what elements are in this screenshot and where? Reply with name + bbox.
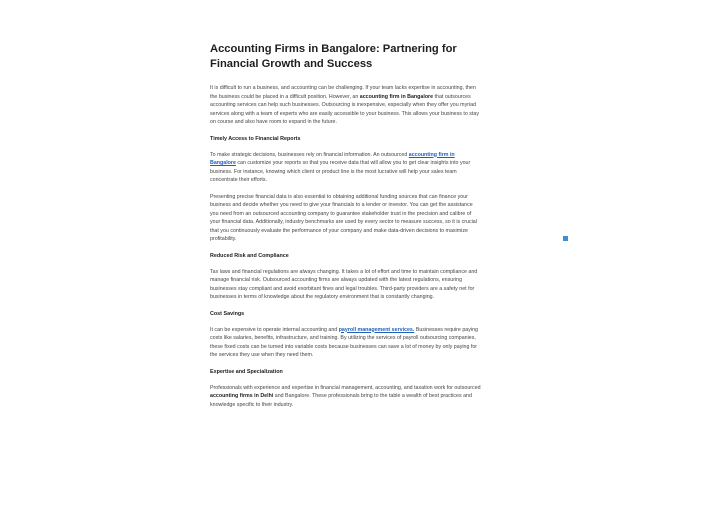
cost-text-1: It can be expensive to operate internal accounting and (210, 326, 339, 333)
square-marker-icon (563, 236, 568, 241)
cost-text-2: Businesses require paying costs like salaries, benefits, infrastructure, and training. By utilizing the services of payroll outsourcing companies, these fixed costs can be turned into variable costs because businesses can save a lot of money by only paying for the services they use when they need them. (210, 326, 478, 358)
section-heading-risk: Reduced Risk and Compliance (210, 252, 289, 259)
expertise-bold-term: accounting firms in Delhi (210, 393, 274, 399)
risk-paragraph: Tax laws and financial regulations are always changing. It takes a lot of effort and time to maintain compliance and manage financial risk. Outsourced accounting firms are always updated with the latest regulations, ensuring businesses stay compliant and avoid exorbitant fines and legal troubles. Third-party providers are a safety net for businesses in terms of knowledge about the regulatory environment that is constantly changing. (210, 268, 478, 300)
timely-text-1: To make strategic decisions, businesses rely on financial information. An outsourced (210, 151, 409, 158)
expertise-text-1: Professionals with experience and expertise in financial management, accounting, and taxation work for outsourced (210, 384, 481, 391)
timely-paragraph-2: Presenting precise financial data is also essential to obtaining additional funding sources that can finance your business and decide whether you need to give your financials to a lender or investor. You can get the assistance you need from an outsourced accounting company to guarantee stakeholder trust in the precision and calibre of your financial data. Additionally, industry benchmarks are used by every sector to measure success, so it is crucial that you continuously evaluate the performance of your company and make data-driven decisions to maximize profitability. (210, 193, 477, 242)
expertise-paragraph (210, 384, 482, 410)
section-heading-timely: Timely Access to Financial Reports (210, 135, 301, 142)
cost-paragraph (210, 326, 482, 360)
timely-text-2: can customize your reports so that you receive data that will allow you to get clear insights into your business. For instance, knowing which client or product line is the most lucrative will help your sales team concentrate their efforts. (210, 160, 471, 183)
section-heading-expertise: Expertise and Specialization (210, 368, 283, 375)
accounting-firm-link[interactable]: accounting firm in Bangalore (210, 151, 455, 166)
payroll-management-link[interactable]: payroll management services. (338, 326, 415, 333)
intro-text-2: that outsources accounting services can help such businesses. Outsourcing is inexpensive, especially when they offer you myriad services along with a team of experts who are easily accessible to your business. This allows your business to stay on course and also have room to expand in the future. (210, 93, 479, 125)
intro-paragraph (210, 84, 482, 127)
document-page (210, 42, 482, 417)
intro-text-1: It is difficult to run a business, and accounting can be challenging. If your team lacks expertise in accounting, then the business could be placed in a difficult position. However, an (210, 85, 476, 100)
timely-paragraph-1 (210, 151, 482, 185)
intro-bold-term: accounting firm in Bangalore (359, 93, 434, 100)
section-heading-cost: Cost Savings (210, 310, 245, 317)
page-title: Accounting Firms in Bangalore: Partnering for Financial Growth and Success (210, 43, 457, 70)
expertise-text-2: and Bangalore. These professionals bring to the table a wealth of best practices and knowledge specific to their industry. (210, 393, 472, 408)
